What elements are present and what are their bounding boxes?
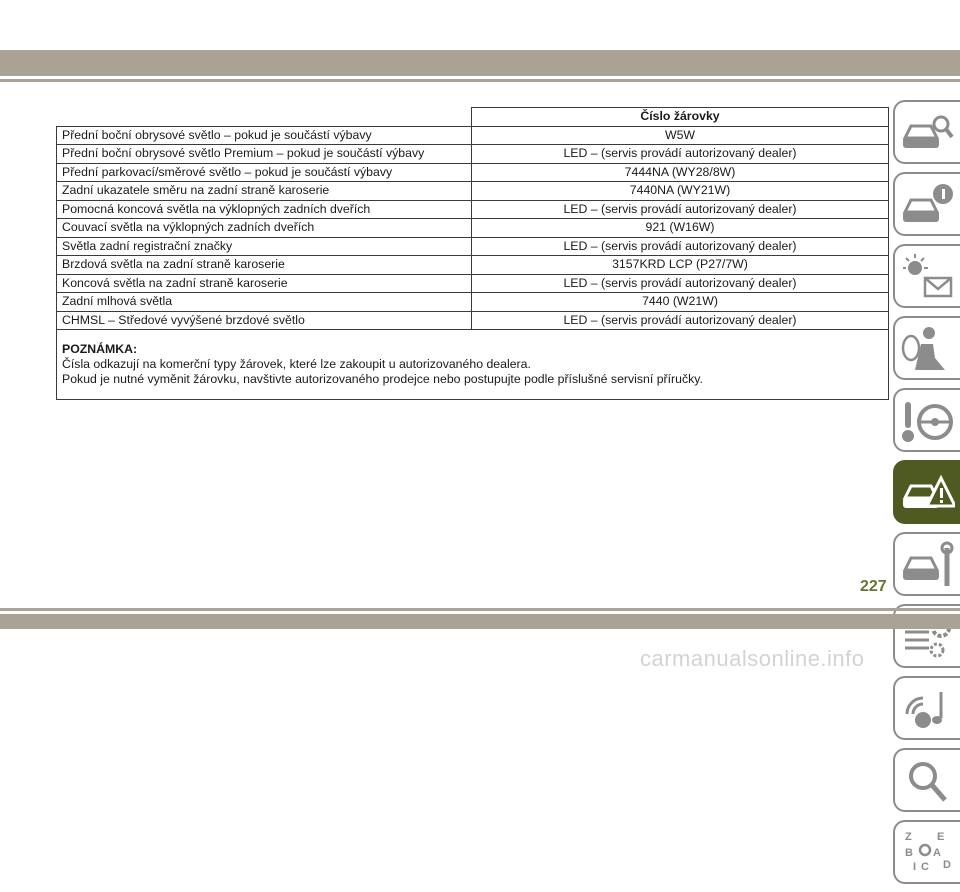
watermark: carmanualsonline.info	[640, 646, 865, 671]
tab-car-magnifier[interactable]	[893, 100, 960, 164]
airbag-seat-icon	[901, 324, 955, 374]
tab-index[interactable]	[893, 820, 960, 884]
svg-text:Z: Z	[905, 831, 912, 843]
table-header-row	[57, 108, 889, 127]
car-magnifier-icon	[901, 108, 955, 158]
bulb-location-cell: Přední boční obrysové světlo – pokud je součástí výbavy	[57, 126, 472, 145]
svg-text:A: A	[933, 847, 941, 859]
bulb-location-cell: Zadní mlhová světla	[57, 293, 472, 312]
svg-text:D: D	[943, 859, 951, 871]
bulb-location-cell: Koncová světla na zadní straně karoserie	[57, 274, 472, 293]
tab-warning-lights[interactable]	[893, 244, 960, 308]
car-hazard-icon	[901, 468, 955, 518]
note-line: Čísla odkazují na komerční typy žárovek, které lze zakoupit u autorizovaného dealera.	[62, 357, 531, 371]
tab-airbag-seat[interactable]	[893, 316, 960, 380]
svg-text:I: I	[913, 861, 917, 873]
bulb-number-cell: 7444NA (WY28/8W)	[472, 163, 889, 182]
bulb-location-cell: Světla zadní registrační značky	[57, 237, 472, 256]
bottom-decorative-line	[0, 608, 960, 611]
warning-lights-message-icon	[901, 252, 955, 302]
table-row	[57, 274, 889, 293]
search-icon	[901, 756, 955, 806]
bulb-location-cell: Zadní ukazatele směru na zadní straně karoserie	[57, 182, 472, 201]
bulb-location-cell: Couvací světla na výklopných zadních dveřích	[57, 219, 472, 238]
tab-search[interactable]	[893, 748, 960, 812]
table-row	[57, 311, 889, 330]
top-decorative-band	[0, 50, 960, 76]
steering-wheel-key-icon	[901, 396, 955, 446]
table-row	[57, 237, 889, 256]
tab-multimedia[interactable]	[893, 676, 960, 740]
bulb-number-cell: 3157KRD LCP (P27/7W)	[472, 256, 889, 275]
svg-text:E: E	[937, 831, 945, 843]
bulb-location-cell: Přední parkovací/směrové světlo – pokud je součástí výbavy	[57, 163, 472, 182]
table-row	[57, 256, 889, 275]
bulb-location-cell: Přední boční obrysové světlo Premium – pokud je součástí výbavy	[57, 145, 472, 164]
tab-car-wrench[interactable]	[893, 532, 960, 596]
tab-car-hazard[interactable]	[893, 460, 960, 524]
table-row	[57, 126, 889, 145]
bulb-number-cell: 921 (W16W)	[472, 219, 889, 238]
note-row	[57, 330, 889, 400]
bulb-number-cell: LED – (servis provádí autorizovaný dealer)	[472, 200, 889, 219]
bulb-number-cell: LED – (servis provádí autorizovaný dealer)	[472, 145, 889, 164]
note-cell	[57, 330, 889, 400]
table-row	[57, 182, 889, 201]
bulb-location-cell: CHMSL – Středové vyvýšené brzdové světlo	[57, 311, 472, 330]
bulb-location-cell: Pomocná koncová světla na výklopných zadních dveřích	[57, 200, 472, 219]
svg-text:C: C	[921, 861, 929, 873]
table-row	[57, 163, 889, 182]
note-title: POZNÁMKA:	[62, 342, 138, 356]
svg-text:B: B	[905, 847, 913, 859]
table-row	[57, 145, 889, 164]
bulb-number-cell: 7440NA (WY21W)	[472, 182, 889, 201]
index-letters-icon	[901, 828, 955, 878]
car-info-icon	[901, 180, 955, 230]
table-row	[57, 219, 889, 238]
table-row	[57, 200, 889, 219]
table-row	[57, 293, 889, 312]
top-decorative-line	[0, 79, 960, 82]
tab-car-info[interactable]	[893, 172, 960, 236]
bulb-number-cell: LED – (servis provádí autorizovaný dealer)	[472, 311, 889, 330]
chapter-tabs	[893, 100, 960, 892]
car-wrench-icon	[901, 540, 955, 590]
bottom-decorative-band	[0, 614, 960, 629]
bulb-number-cell: LED – (servis provádí autorizovaný dealer)	[472, 274, 889, 293]
bulb-number-cell: W5W	[472, 126, 889, 145]
multimedia-icon	[901, 684, 955, 734]
bulb-location-cell: Brzdová světla na zadní straně karoserie	[57, 256, 472, 275]
bulb-number-cell: LED – (servis provádí autorizovaný dealer)	[472, 237, 889, 256]
tab-steering-wheel[interactable]	[893, 388, 960, 452]
header-bulb-number: Číslo žárovky	[472, 108, 889, 127]
header-empty-cell	[57, 108, 472, 127]
bulb-table	[56, 107, 889, 400]
note-line: Pokud je nutné vyměnit žárovku, navštivte autorizovaného prodejce nebo postupujte podle příslušné servisní příručky.	[62, 372, 703, 386]
page-number: 227	[860, 578, 887, 595]
bulb-number-cell: 7440 (W21W)	[472, 293, 889, 312]
